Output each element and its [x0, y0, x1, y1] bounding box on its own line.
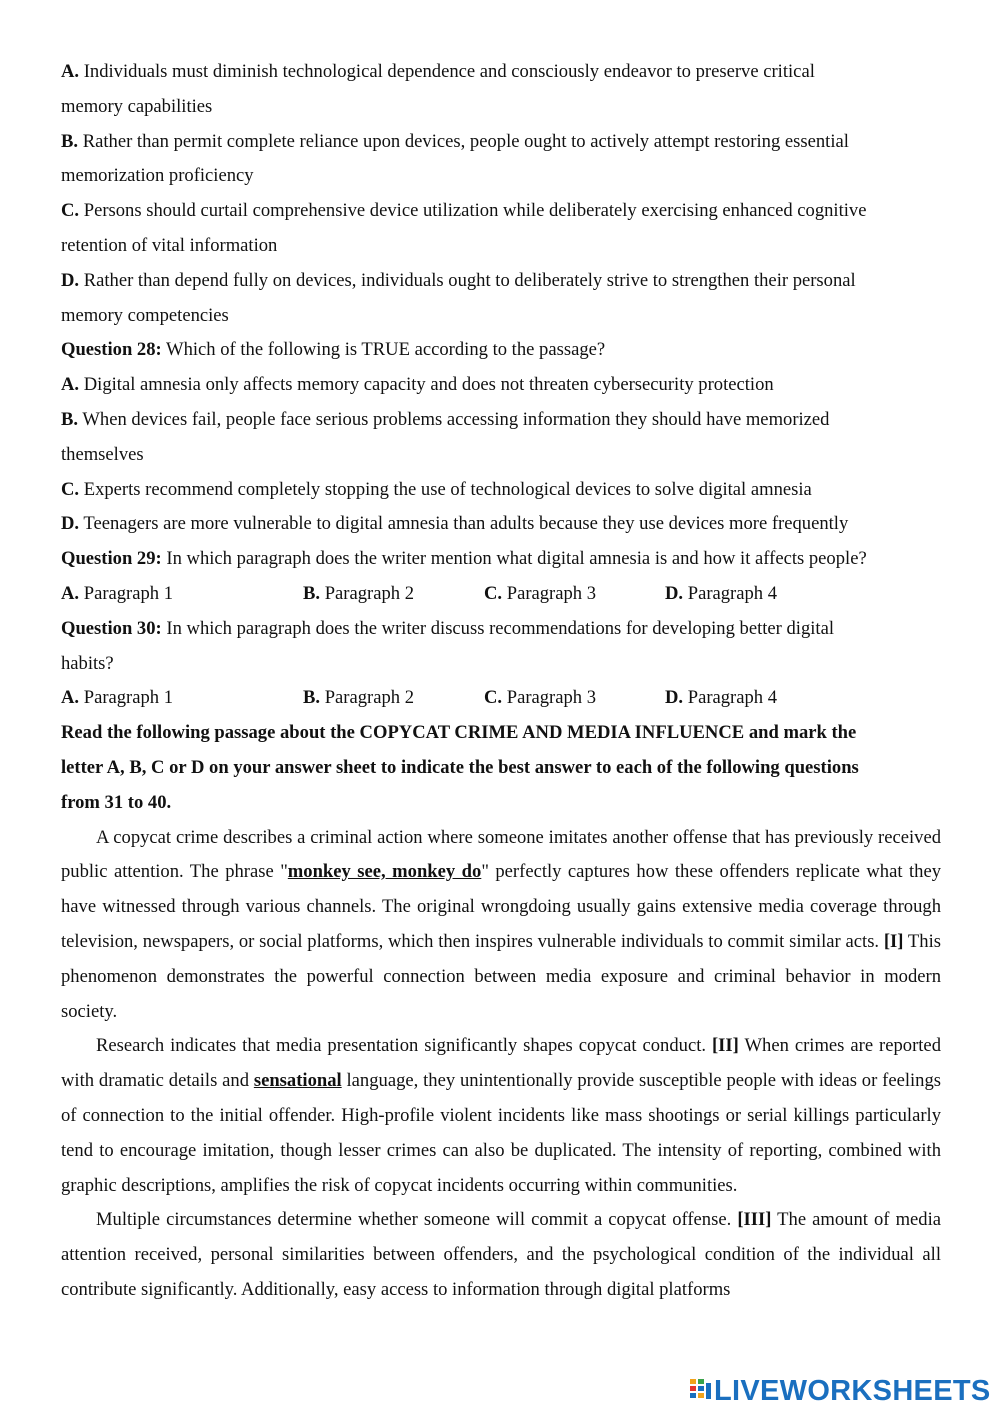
underlined-phrase-monkey-see: monkey see, monkey do — [287, 861, 482, 883]
q29-option-b[interactable]: B. Paragraph 2 — [303, 582, 415, 604]
q29-options-row — [61, 577, 941, 612]
instruction-line-1: Read the following passage about the COPYCAT CRIME AND MEDIA INFLUENCE and mark the — [61, 722, 857, 744]
q27-option-b[interactable]: B. Rather than permit complete reliance upon devices, people ought to actively attempt restoring essential memorization proficiency — [61, 130, 849, 187]
passage-paragraph-1: A copycat crime describes a criminal action where someone imitates another offense that has previously received public attention. The phrase "monkey see, monkey do" perfectly captures how these offenders replicate what they have witnessed through various channels. The original wrongdoing usually gains extensive media coverage through television, newspapers, or social platforms, which then inspires vulnerable individuals to commit similar acts. [I] This phenomenon demonstrates the powerful connection between media exposure and criminal behavior in modern society. — [61, 826, 942, 1022]
question-29 — [61, 542, 941, 612]
passage-paragraph-2: Research indicates that media presentation significantly shapes copycat conduct. [II] When crimes are reported with dramatic details and sensational language, they unintentionally provide susceptible people with ideas or feelings of connection to the initial offender. High-profile violent incidents like mass shootings or serial killings particularly tend to encourage imitation, though lesser crimes can also be duplicated. The intensity of reporting, combined with graphic descriptions, amplifies the risk of copycat incidents occurring within communities. — [61, 1035, 941, 1196]
position-marker-iii: [III] — [737, 1209, 772, 1231]
instruction-line-2: letter A, B, C or D on your answer sheet to indicate the best answer to each of the following questions — [61, 756, 859, 778]
q27-option-a[interactable]: A. Individuals must diminish technological dependence and consciously endeavor to preserve critical memory capabilities — [61, 61, 815, 117]
liveworksheets-logo-icon — [690, 1379, 712, 1403]
passage-paragraph-3: Multiple circumstances determine whether someone will commit a copycat offense. [III] The amount of media attention received, personal similarities between offenders, and the psychological condition of the individual all contribute significantly. Additionally, easy access to information through digital platforms — [61, 1209, 942, 1300]
q30-options-row — [61, 681, 941, 716]
q27-options — [61, 55, 941, 333]
underlined-word-sensational: sensational — [253, 1070, 342, 1092]
q30-option-a[interactable]: A. Paragraph 1 — [61, 687, 174, 709]
q30-option-b[interactable]: B. Paragraph 2 — [303, 687, 415, 709]
worksheet-page — [61, 55, 941, 1308]
question-28 — [61, 333, 941, 542]
passage-instruction — [61, 716, 941, 820]
liveworksheets-logo-text: LIVEWORKSHEETS — [714, 1374, 991, 1407]
q30-option-c[interactable]: C. Paragraph 3 — [484, 687, 597, 709]
q28-option-b[interactable]: B. When devices fail, people face serious problems accessing information they should have memorized themselves — [61, 408, 830, 465]
q27-option-c[interactable]: C. Persons should curtail comprehensive device utilization while deliberately exercising enhanced cognitive retention of vital information — [61, 200, 867, 256]
q29-option-d[interactable]: D. Paragraph 4 — [665, 582, 778, 604]
q29-option-c[interactable]: C. Paragraph 3 — [484, 582, 597, 604]
q28-option-d[interactable]: D. Teenagers are more vulnerable to digital amnesia than adults because they use devices more frequently — [61, 513, 849, 535]
q29-option-a[interactable]: A. Paragraph 1 — [61, 582, 174, 604]
position-marker-ii: [II] — [711, 1035, 739, 1057]
q28-option-a[interactable]: A. Digital amnesia only affects memory capacity and does not threaten cybersecurity protection — [61, 374, 774, 396]
q30-option-d[interactable]: D. Paragraph 4 — [665, 687, 778, 709]
q29-stem: Question 29: In which paragraph does the writer mention what digital amnesia is and how it affects people? — [61, 548, 867, 570]
liveworksheets-logo[interactable] — [690, 1375, 991, 1407]
question-30 — [61, 612, 941, 716]
position-marker-i: [I] — [883, 930, 904, 952]
q27-option-d[interactable]: D. Rather than depend fully on devices, individuals ought to deliberately strive to strengthen their personal memory competencies — [61, 269, 856, 326]
q28-option-c[interactable]: C. Experts recommend completely stopping the use of technological devices to solve digital amnesia — [61, 478, 812, 500]
instruction-line-3: from 31 to 40. — [61, 791, 172, 813]
q28-stem: Question 28: Which of the following is TRUE according to the passage? — [61, 339, 606, 361]
q30-stem: Question 30: In which paragraph does the writer discuss recommendations for developing better digital habits? — [61, 617, 835, 674]
